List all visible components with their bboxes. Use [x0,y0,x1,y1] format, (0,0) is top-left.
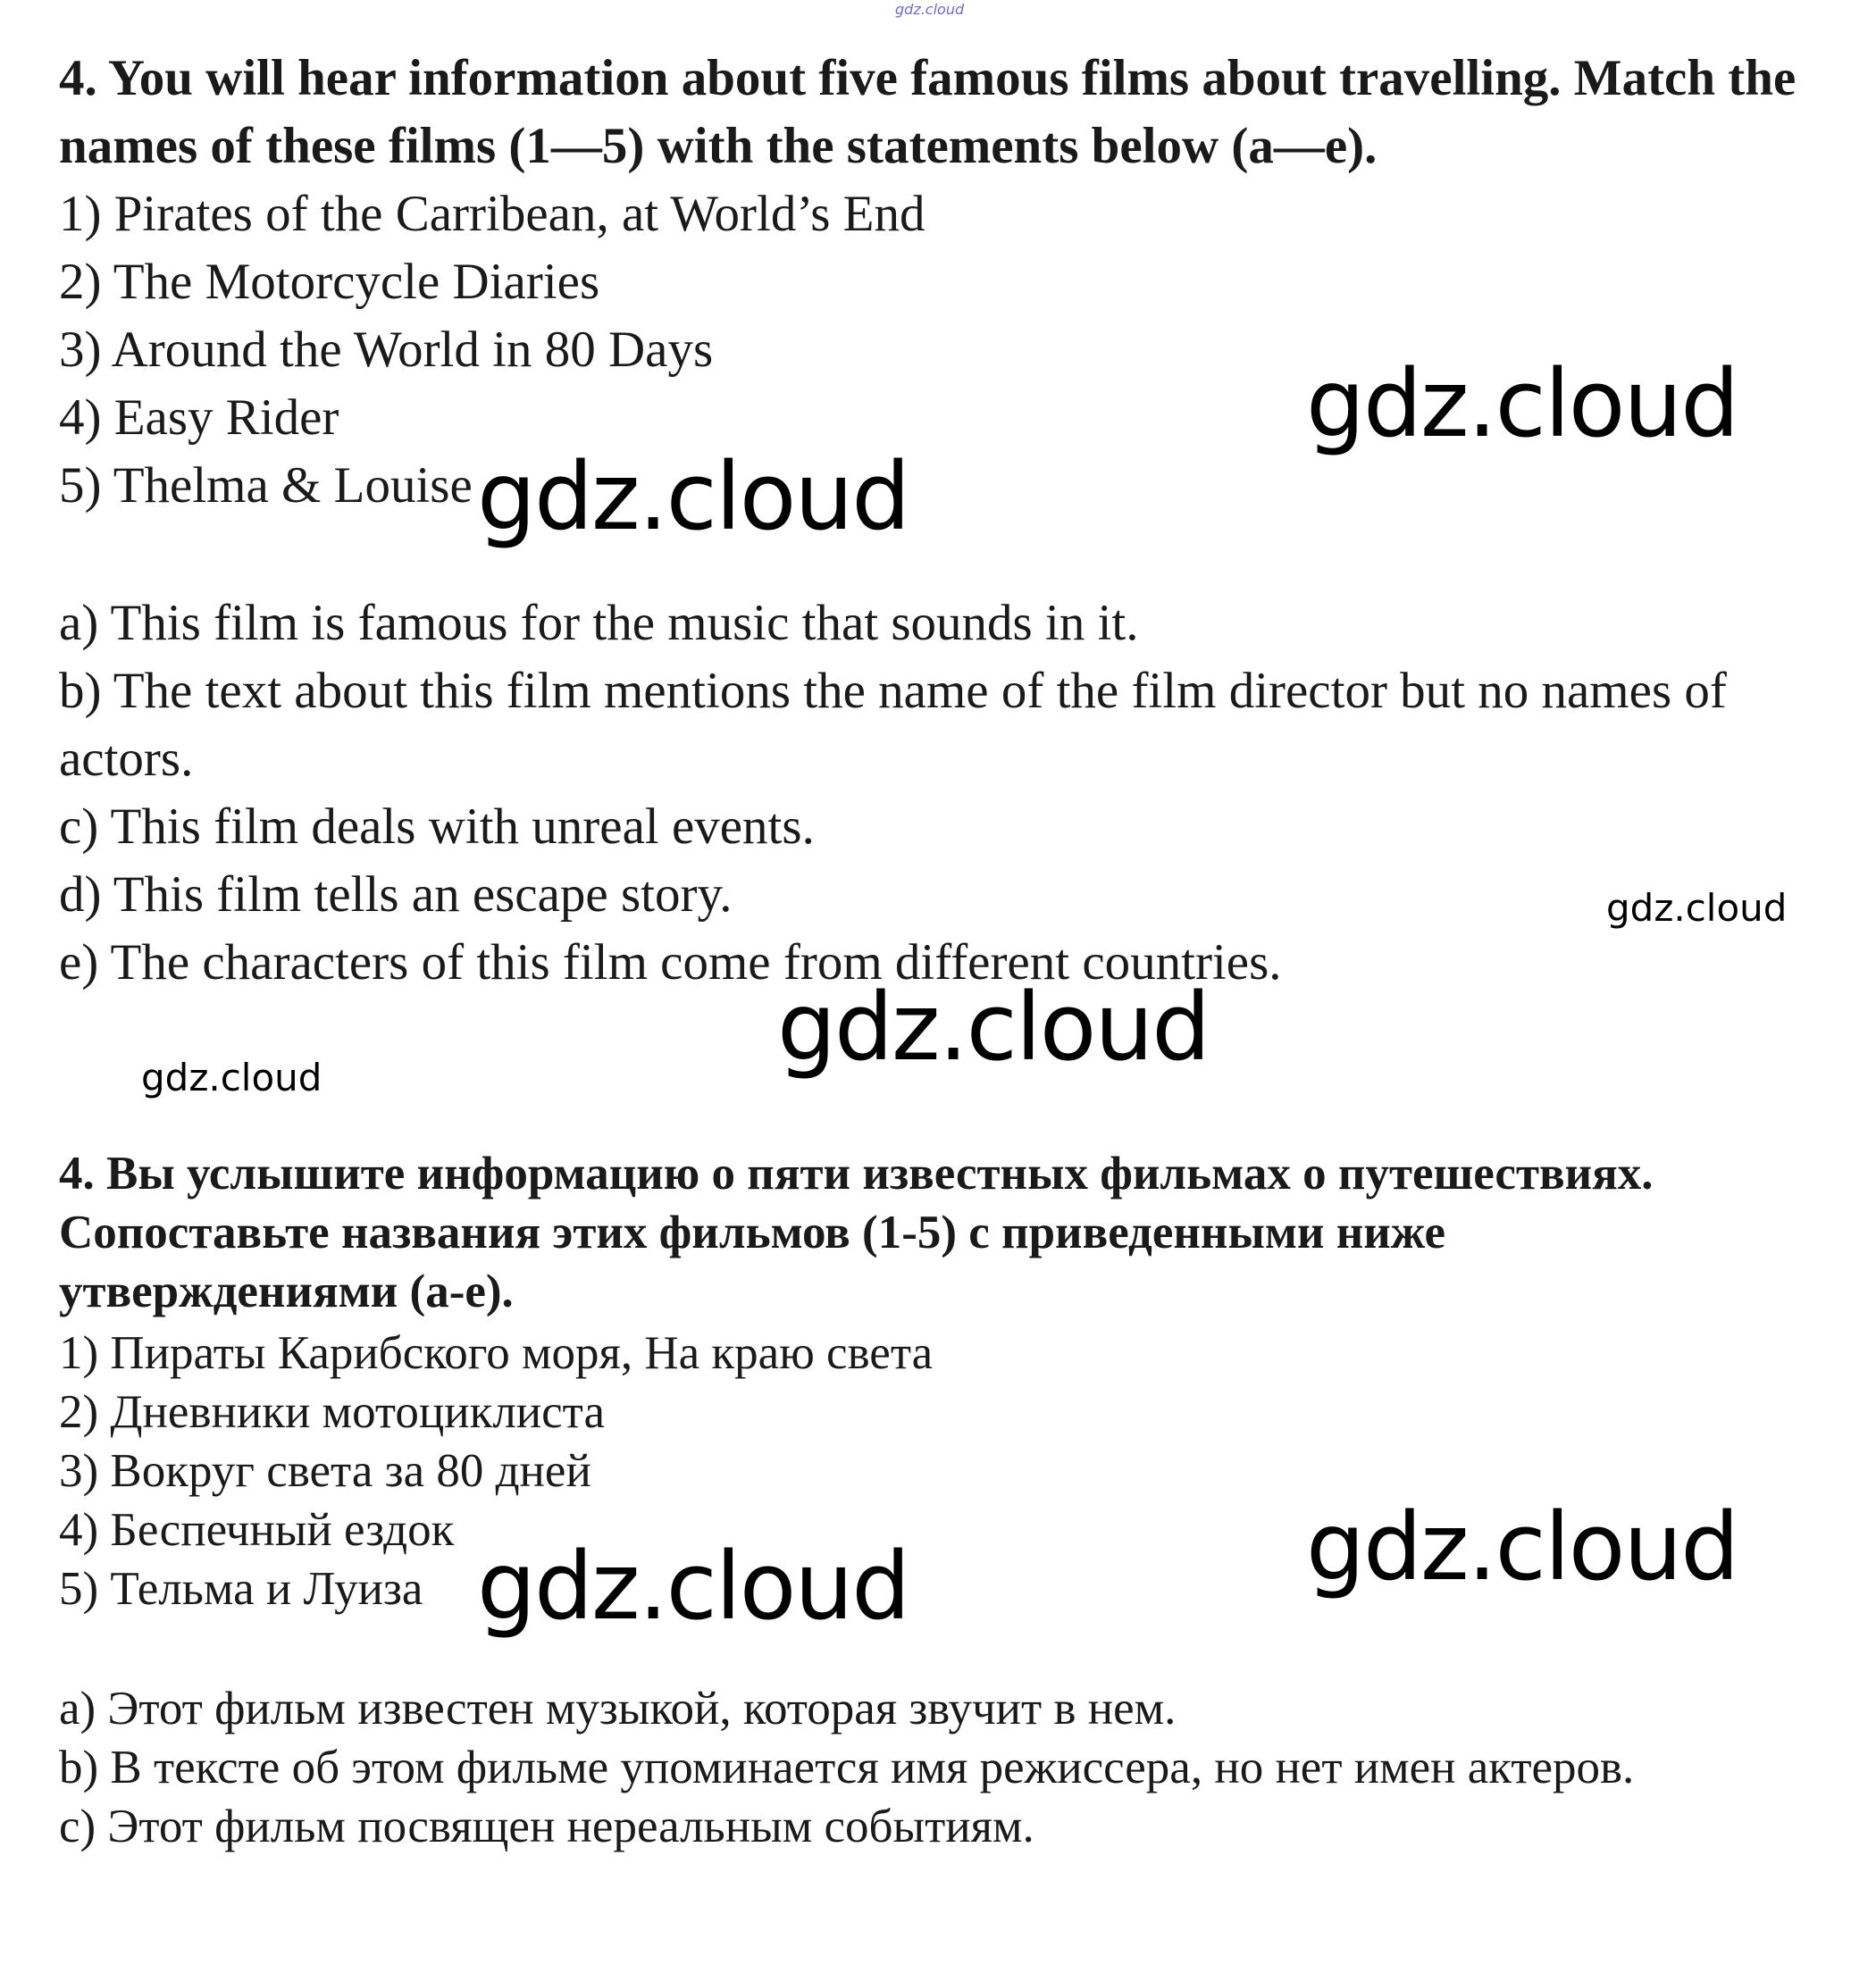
english-film-3: 3) Around the World in 80 Days [59,322,714,378]
watermark-middle: gdz.cloud [777,973,1210,1082]
russian-task-heading: 4. Вы услышите информацию о пяти известных фильмах о путешествиях. Сопоставьте названия этих фильмов (1-5) с приведенными ниже утверждениями (а-е). [59,1148,1654,1317]
russian-statement-a: а) Этот фильм известен музыкой, которая звучит в нем. [59,1683,1177,1734]
watermark-bottom-right: gdz.cloud [1306,1492,1738,1601]
english-film-5: 5) Thelma & Louise [59,457,473,514]
watermark-bottom-center: gdz.cloud [477,1532,909,1641]
english-film-4: 4) Easy Rider [59,389,339,446]
russian-film-3: 3) Вокруг света за 80 дней [59,1445,591,1497]
english-statement-a: a) This film is famous for the music that sounds in it. [59,595,1139,651]
russian-film-2: 2) Дневники мотоциклиста [59,1386,606,1438]
russian-film-5: 5) Тельма и Луиза [59,1563,423,1615]
english-task-heading: 4. You will hear information about five famous films about travelling. Match the names of these films (1—5) with the statements below (a—e). [59,50,1796,174]
watermark-top-right: gdz.cloud [1306,349,1738,458]
russian-statement-c: с) Этот фильм посвящен нереальным событиям. [59,1801,1034,1852]
watermark-small-left: gdz.cloud [141,1056,322,1099]
watermark-small-right: gdz.cloud [1606,886,1788,930]
russian-statement-b: b) В тексте об этом фильме упоминается имя режиссера, но нет имен актеров. [59,1742,1635,1793]
russian-film-1: 1) Пираты Карибского моря, На краю света [59,1327,934,1379]
english-statement-c: c) This film deals with unreal events. [59,798,815,855]
english-statement-d: d) This film tells an escape story. [59,866,733,923]
english-film-2: 2) The Motorcycle Diaries [59,254,600,310]
watermark-top-center: gdz.cloud [477,442,909,551]
english-statement-b: b) The text about this film mentions the name of the film director but no names of actors. [59,663,1727,787]
english-statement-e: e) The characters of this film come from different countries. [59,934,1282,990]
english-film-1: 1) Pirates of the Carribean, at World’s End [59,186,925,242]
russian-film-4: 4) Беспечный ездок [59,1504,455,1556]
watermark-top-tiny: gdz.cloud [895,1,965,18]
